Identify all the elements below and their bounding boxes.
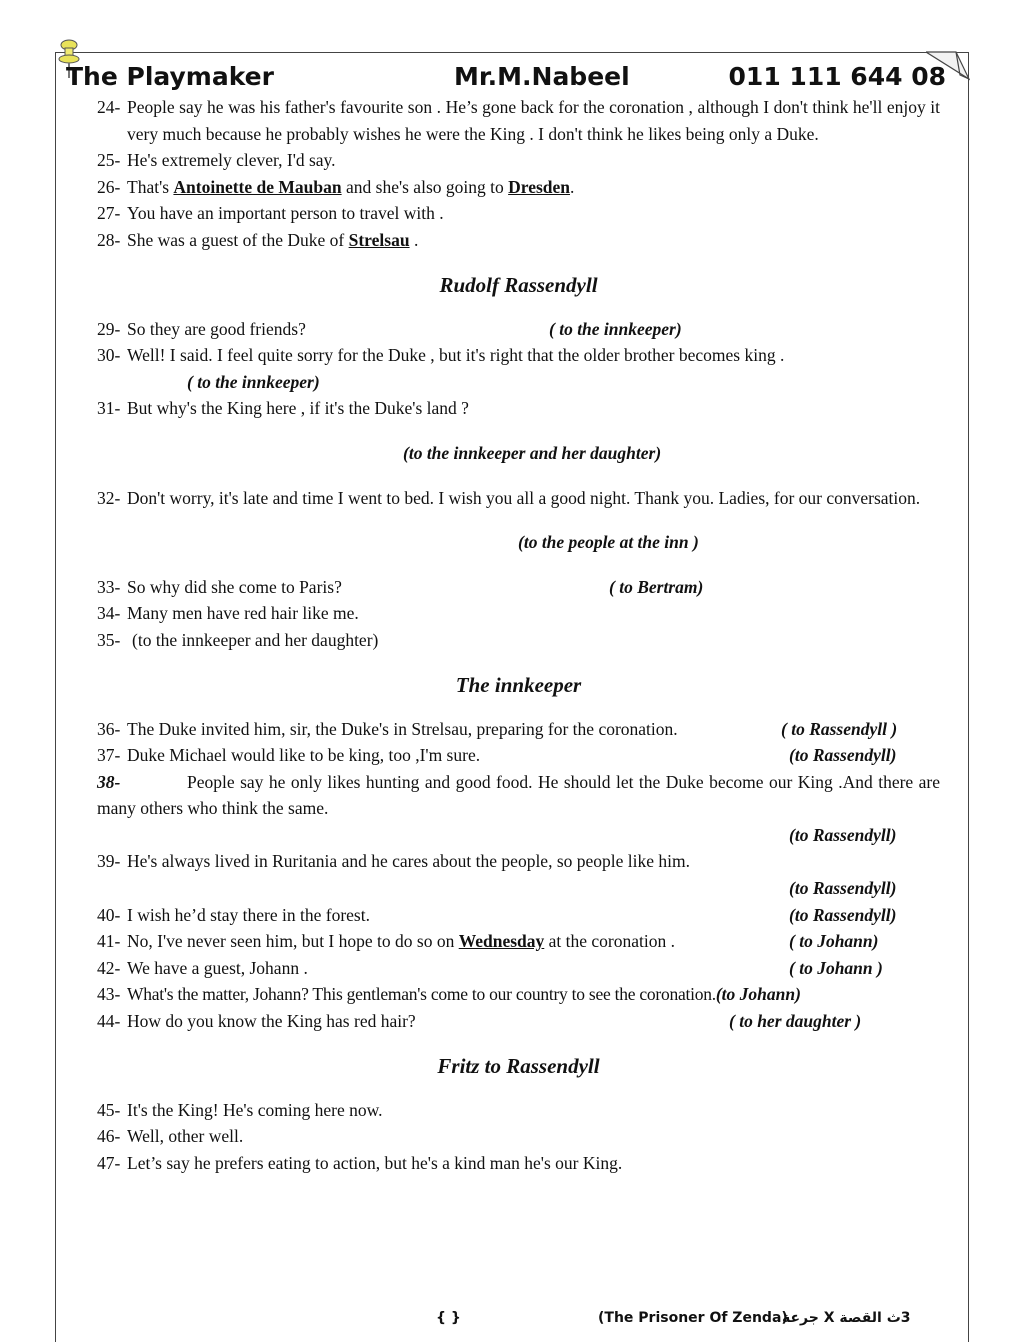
list-item: 28- She was a guest of the Duke of Strelsau . — [97, 229, 419, 250]
arabic-label: 3ث القصة X جرعة — [782, 1310, 911, 1326]
list-item: 39- He's always lived in Ruritania and he cares about the people, so people like him. — [97, 851, 690, 872]
page-number-marks: { } — [436, 1310, 461, 1326]
section-heading-innkeeper: The innkeeper — [455, 672, 582, 697]
stage-direction: (to the innkeeper and her daughter) — [403, 442, 662, 463]
list-item: 46- Well, other well. — [97, 1126, 244, 1147]
list-item: 42- We have a guest, Johann . ( to Johann ) — [97, 955, 940, 982]
list-item: 31- But why's the King here , if it's the Duke's land ? — [97, 398, 469, 419]
stage-direction: (to Rassendyll) — [789, 745, 897, 766]
list-item: 30- Well! I said. I feel quite sorry for the Duke , but it's right that the older brother becomes king . — [97, 345, 785, 366]
brand-title: The Playmaker — [66, 62, 274, 91]
keyword-antoinette: Antoinette de Mauban — [173, 176, 342, 197]
list-item: 37- Duke Michael would like to be king, too ,I'm sure. (to Rassendyll) — [97, 742, 940, 769]
phone-number: 011 111 644 08 — [728, 62, 946, 91]
stage-direction: ( to Rassendyll ) — [781, 718, 898, 739]
section-heading-fritz: Fritz to Rassendyll — [437, 1053, 600, 1078]
keyword-dresden: Dresden — [508, 176, 571, 197]
list-item: 32- Don't worry, it's late and time I went to bed. I wish you all a good night. Thank you. Ladies, for our conversation. — [97, 487, 921, 508]
list-item: 34- Many men have red hair like me. — [97, 603, 359, 624]
keyword-strelsau: Strelsau — [348, 229, 410, 250]
list-item: 47- Let’s say he prefers eating to action, but he's a kind man he's our King. — [97, 1152, 623, 1173]
list-item: 26- That's Antoinette de Mauban and she's also going to Dresden. — [97, 176, 575, 197]
stage-direction: ( to her daughter ) — [729, 1011, 862, 1032]
list-item: 33- So why did she come to Paris? ( to Bertram) — [97, 574, 940, 601]
stage-direction: ( to the innkeeper) — [549, 318, 682, 339]
stage-direction: (to Rassendyll) — [789, 878, 897, 899]
section-heading-rudolf: Rudolf Rassendyll — [439, 272, 598, 297]
stage-direction: (to Rassendyll) — [789, 824, 897, 845]
stage-direction: ( to Bertram) — [609, 576, 704, 597]
page-footer — [430, 1310, 960, 1330]
book-title: (The Prisoner Of Zenda) — [598, 1310, 788, 1326]
list-item: 44- How do you know the King has red hair? ( to her daughter ) — [97, 1008, 940, 1035]
quotes-content — [97, 94, 940, 1176]
list-item: 41- No, I've never seen him, but I hope to do so on Wednesday at the coronation . ( to Johann) — [97, 928, 940, 955]
list-item: 36- The Duke invited him, sir, the Duke's in Strelsau, preparing for the coronation. ( to Rassendyll ) — [97, 716, 940, 743]
page-header — [66, 62, 946, 98]
list-item: 29- So they are good friends? ( to the innkeeper) — [97, 316, 940, 343]
list-item: 24- People say he was his father's favourite son . He’s gone back for the coronation , although I don't think he'll enjoy it very much because he probably wishes he were the King . I don't think he likes being only a Duke. — [97, 97, 940, 144]
list-item: 40- I wish he’d stay there in the forest. (to Rassendyll) — [97, 902, 940, 929]
teacher-name: Mr.M.Nabeel — [454, 62, 630, 91]
stage-direction: (to the people at the inn ) — [518, 532, 699, 553]
stage-direction: (to Rassendyll) — [789, 904, 897, 925]
stage-direction: ( to the innkeeper) — [187, 371, 320, 392]
stage-direction: ( to Johann) — [789, 931, 879, 952]
list-item: 27- You have an important person to travel with . — [97, 203, 444, 224]
list-item: 45- It's the King! He's coming here now. — [97, 1099, 383, 1120]
list-item: 25- He's extremely clever, I'd say. — [97, 150, 336, 171]
stage-direction: ( to Johann ) — [789, 957, 883, 978]
list-item: 35- (to the innkeeper and her daughter) — [97, 629, 379, 650]
list-item: 43- What's the matter, Johann? This gentleman's come to our country to see the coronation.(to Johann) — [97, 984, 801, 1005]
keyword-wednesday: Wednesday — [458, 931, 545, 952]
list-item: 38- People say he only likes hunting and good food. He should let the Duke become our King .And there are many others who think the same. — [97, 771, 940, 819]
stage-direction: (to Johann) — [715, 984, 801, 1005]
